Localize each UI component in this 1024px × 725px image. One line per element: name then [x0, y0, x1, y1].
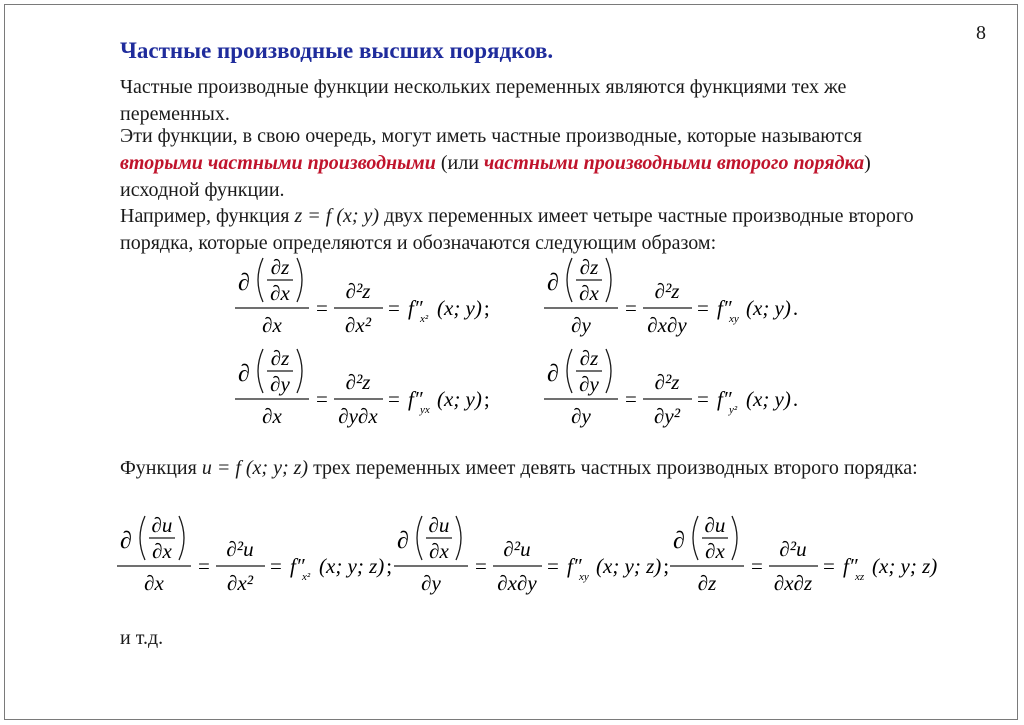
function-arguments: (x; y; z) [872, 554, 938, 578]
right-paren [179, 516, 184, 560]
inner-denominator: ∂x [705, 539, 725, 563]
outer-denominator: ∂z [697, 571, 717, 595]
equals-sign: = [316, 296, 328, 320]
inner-denominator: ∂x [270, 281, 290, 305]
function-subscript: xy [579, 571, 589, 583]
inner-denominator: ∂x [429, 539, 449, 563]
equation-svg [233, 254, 503, 344]
function-symbol: f″ [567, 554, 582, 578]
right-paren [606, 258, 611, 302]
equals-sign: = [697, 387, 709, 411]
equation-svg [542, 345, 812, 435]
outer-denominator: ∂x [262, 313, 282, 337]
second-numerator: ∂²u [226, 537, 254, 561]
partial-symbol: ∂ [238, 361, 250, 387]
equation-punctuation: . [792, 296, 799, 320]
second-numerator: ∂²z [345, 279, 371, 303]
slide-title: Частные производные высших порядков. [120, 38, 554, 63]
function-symbol: f″ [408, 296, 423, 320]
second-denominator: ∂x∂z [773, 571, 813, 595]
left-paren [258, 349, 263, 393]
equals-sign: = [270, 554, 282, 578]
second-numerator: ∂²u [779, 537, 807, 561]
second-denominator: ∂x∂y [497, 571, 537, 595]
inner-denominator: ∂y [579, 372, 599, 396]
function-subscript: y² [729, 404, 738, 416]
inner-numerator: ∂z [270, 346, 290, 370]
page-number: 8 [976, 22, 986, 44]
inner-numerator: ∂u [151, 513, 173, 537]
outer-denominator: ∂x [262, 404, 282, 428]
left-paren [567, 349, 572, 393]
function-arguments: (x; y) [746, 387, 791, 411]
inner-denominator: ∂x [579, 281, 599, 305]
inner-denominator: ∂y [270, 372, 290, 396]
function-subscript: yx [420, 404, 430, 416]
inner-denominator: ∂x [152, 539, 172, 563]
partial-symbol: ∂ [547, 361, 559, 387]
function-subscript: x² [302, 571, 311, 583]
function-arguments: (x; y; z) [319, 554, 385, 578]
paragraph-1: Частные производные функции нескольких переменных являются функциями тех же переменных. [120, 76, 847, 125]
outer-denominator: ∂y [421, 571, 441, 595]
right-paren [297, 349, 302, 393]
paragraph-2 [120, 123, 920, 204]
second-denominator: ∂x∂y [647, 313, 687, 337]
paragraph-3 [120, 203, 920, 257]
equation-svg [392, 512, 670, 602]
function-arguments: (x; y) [746, 296, 791, 320]
right-paren [732, 516, 737, 560]
function-symbol: f″ [717, 387, 732, 411]
equation-punctuation: ; [483, 387, 490, 411]
second-denominator: ∂y² [654, 404, 680, 428]
eq-two-var-2 [233, 345, 503, 440]
p2-text-a: Эти функции, в свою очередь, могут иметь частные производные, которые называются [120, 125, 862, 147]
second-denominator: ∂x² [345, 313, 371, 337]
second-denominator: ∂y∂x [338, 404, 378, 428]
p3-text-b: двух переменных имеет четыре частные производные второго порядка, которые определяются и обозначаются следующим образом: [120, 205, 914, 254]
function-symbol: f″ [717, 296, 732, 320]
second-numerator: ∂²u [503, 537, 531, 561]
partial-symbol: ∂ [547, 270, 559, 296]
equals-sign: = [625, 387, 637, 411]
outer-denominator: ∂x [144, 571, 164, 595]
function-arguments: (x; y; z) [596, 554, 662, 578]
equals-sign: = [625, 296, 637, 320]
function-arguments: (x; y) [437, 387, 482, 411]
left-paren [417, 516, 422, 560]
equation-svg [233, 345, 503, 435]
left-paren [567, 258, 572, 302]
partial-symbol: ∂ [120, 528, 132, 554]
p4-formula: u = f (x; y; z) [201, 457, 309, 479]
left-paren [258, 258, 263, 302]
eq-three-var-0 [115, 512, 393, 607]
equals-sign: = [697, 296, 709, 320]
partial-symbol: ∂ [397, 528, 409, 554]
p2-text-c: (или [435, 152, 484, 174]
function-symbol: f″ [290, 554, 305, 578]
equals-sign: = [751, 554, 763, 578]
function-arguments: (x; y) [437, 296, 482, 320]
eq-three-var-1 [392, 512, 670, 607]
function-symbol: f″ [843, 554, 858, 578]
left-paren [140, 516, 145, 560]
second-numerator: ∂²z [654, 279, 680, 303]
left-paren [693, 516, 698, 560]
right-paren [297, 258, 302, 302]
partial-symbol: ∂ [238, 270, 250, 296]
right-paren [456, 516, 461, 560]
p3-text-a: Например, функция [120, 205, 295, 227]
equals-sign: = [388, 296, 400, 320]
function-symbol: f″ [408, 387, 423, 411]
right-paren [606, 349, 611, 393]
ending-text: и т.д. [120, 627, 164, 649]
inner-numerator: ∂z [579, 346, 599, 370]
inner-numerator: ∂z [579, 255, 599, 279]
p2-term-1: вторыми частными производными [120, 152, 436, 174]
equals-sign: = [388, 387, 400, 411]
eq-three-var-2 [668, 512, 938, 607]
equals-sign: = [198, 554, 210, 578]
equals-sign: = [316, 387, 328, 411]
equals-sign: = [547, 554, 559, 578]
eq-two-var-0 [233, 254, 503, 349]
equation-svg [115, 512, 393, 602]
partial-symbol: ∂ [673, 528, 685, 554]
paragraph-4 [120, 455, 920, 482]
equation-punctuation: ; [386, 554, 393, 578]
function-subscript: xy [729, 313, 739, 325]
function-subscript: xz [855, 571, 865, 583]
outer-denominator: ∂y [571, 404, 591, 428]
equation-punctuation: . [792, 387, 799, 411]
equation-svg [542, 254, 812, 344]
inner-numerator: ∂z [270, 255, 290, 279]
equals-sign: = [823, 554, 835, 578]
eq-two-var-1 [542, 254, 812, 349]
outer-denominator: ∂y [571, 313, 591, 337]
equation-punctuation: ; [663, 554, 670, 578]
second-numerator: ∂²z [345, 370, 371, 394]
equation-punctuation: ; [483, 296, 490, 320]
equation-svg [668, 512, 938, 602]
second-denominator: ∂x² [227, 571, 253, 595]
inner-numerator: ∂u [428, 513, 450, 537]
function-subscript: x² [420, 313, 429, 325]
eq-two-var-3 [542, 345, 812, 440]
inner-numerator: ∂u [704, 513, 726, 537]
p4-text-a: Функция [120, 457, 202, 479]
p3-formula: z = f (x; y) [294, 205, 380, 227]
p4-text-b: трех переменных имеет девять частных производных второго порядка: [308, 457, 918, 479]
p2-term-2: частными производными второго порядка [483, 152, 865, 174]
second-numerator: ∂²z [654, 370, 680, 394]
equals-sign: = [475, 554, 487, 578]
p2-text-e: ) исходной функции. [120, 152, 871, 201]
